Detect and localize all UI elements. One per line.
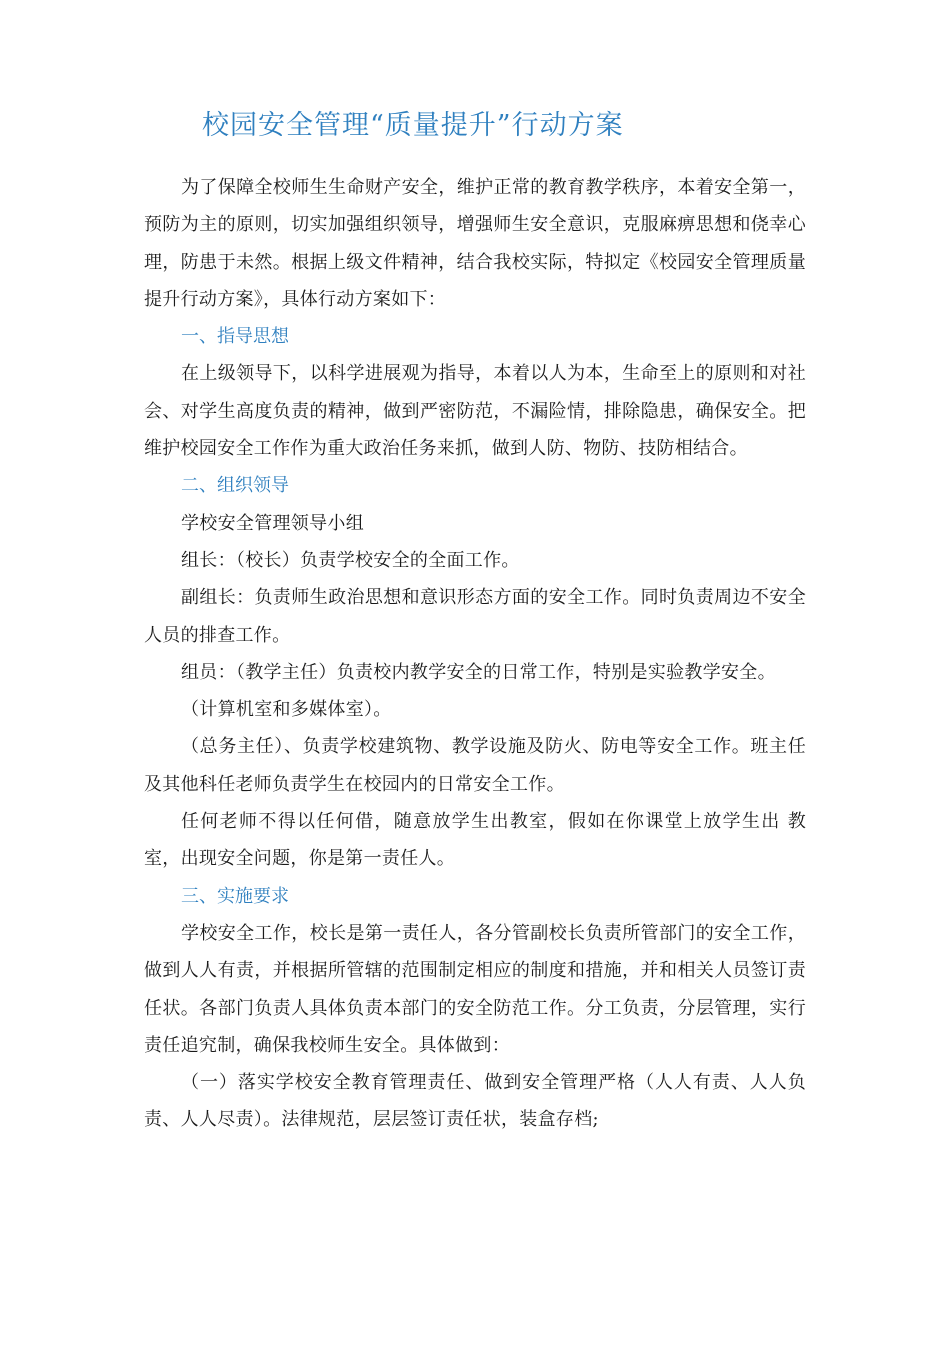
leadership-group-name: 学校安全管理领导小组 [181,512,364,534]
group-member-paragraph: 组员：（教学主任）负责校内教学安全的日常工作，特别是实验教学安全。 [181,661,776,683]
guiding-thought-paragraph: 在上级领导下，以科学进展观为指导，本着以人为本，生命至上的原则和对社会、对学生高度负责的精神，做到严密防范，不漏险情，排除隐患，确保安全。把维护校园安全工作作为重大政治任务来抓，做到人防、物防、技防相结合。 [144,363,806,460]
group-leader-paragraph: 组长：（校长）负责学校安全的全面工作。 [181,549,520,571]
deputy-leader-paragraph: 副组长：负责师生政治思想和意识形态方面的安全工作。同时负责周边不安全人员的排查工作。 [144,587,806,646]
general-affairs-paragraph: （总务主任）、负责学校建筑物、教学设施及防火、防电等安全工作。班主任及其他科任老师负责学生在校园内的日常安全工作。 [144,736,806,795]
document-title: 校园安全管理“质量提升”行动方案 [202,110,624,141]
document-body [144,104,806,1139]
section-heading-requirements: 三、实施要求 [181,885,289,907]
requirements-paragraph: 学校安全工作，校长是第一责任人，各分管副校长负责所管部门的安全工作，做到人人有责，并根据所管辖的范围制定相应的制度和措施，并和相关人员签订责任状。各部门负责人具体负责本部门的安全防范工作。分工负责，分层管理，实行责任追究制，确保我校师生安全。具体做到： [144,922,806,1056]
section-heading-organization: 二、组织领导 [181,475,289,497]
section-heading-guiding-thought: 一、指导思想 [181,326,289,348]
member-note-paragraph: （计算机室和多媒体室）。 [181,699,392,721]
requirement-item-1: （一）落实学校安全教育管理责任、做到安全管理严格（人人有责、人人负责、人人尽责）。法律规范，层层签订责任状，装盒存档; [144,1072,806,1131]
teacher-rule-paragraph: 任何老师不得以任何借，随意放学生出教室，假如在你课堂上放学生出 教室，出现安全问题，你是第一责任人。 [144,811,806,870]
intro-paragraph: 为了保障全校师生生命财产安全，维护正常的教育教学秩序，本着安全第一，预防为主的原则，切实加强组织领导，增强师生安全意识，克服麻痹思想和侥幸心理，防患于未然。根据上级文件精神，结合我校实际，特拟定《校园安全管理质量提升行动方案》，具体行动方案如下： [144,177,806,310]
